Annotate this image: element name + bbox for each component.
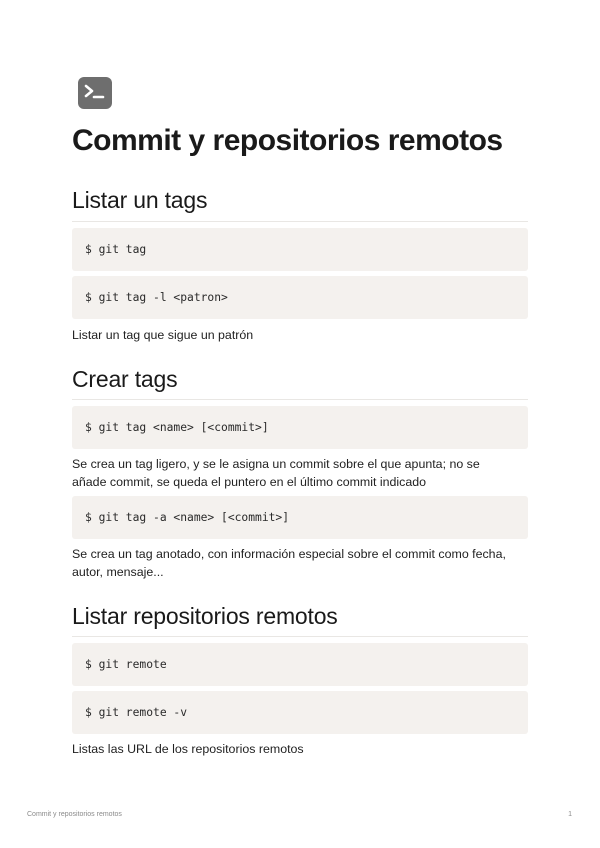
paragraph-line: Se crea un tag ligero, y se le asigna un commit sobre el que apunta; no se [72, 457, 480, 471]
code-block[interactable]: $ git tag [72, 228, 528, 271]
paragraph [72, 545, 532, 581]
page-title: Commit y repositorios remotos [72, 124, 503, 157]
section-heading-listar-tags: Listar un tags [72, 187, 208, 213]
terminal-icon [78, 77, 112, 109]
footer-title: Commit y repositorios remotos [27, 811, 122, 818]
code-block[interactable]: $ git tag -a <name> [<commit>] [72, 496, 528, 539]
section-heading-crear-tags: Crear tags [72, 366, 178, 392]
section-heading-listar-remotos: Listar repositorios remotos [72, 603, 338, 629]
paragraph: Listas las URL de los repositorios remotos [72, 742, 304, 756]
section-divider [72, 636, 528, 637]
paragraph: Listar un tag que sigue un patrón [72, 328, 254, 342]
page-number: 1 [568, 811, 572, 818]
paragraph-line: añade commit, se queda el puntero en el último commit indicado [72, 475, 427, 489]
paragraph [72, 455, 532, 491]
code-block[interactable]: $ git tag <name> [<commit>] [72, 406, 528, 449]
section-divider [72, 221, 528, 222]
code-block[interactable]: $ git tag -l <patron> [72, 276, 528, 319]
paragraph-line: Se crea un tag anotado, con información especial sobre el commit como fecha, [72, 547, 506, 561]
code-block[interactable]: $ git remote -v [72, 691, 528, 734]
section-divider [72, 399, 528, 400]
paragraph-line: autor, mensaje... [72, 565, 164, 579]
code-block[interactable]: $ git remote [72, 643, 528, 686]
